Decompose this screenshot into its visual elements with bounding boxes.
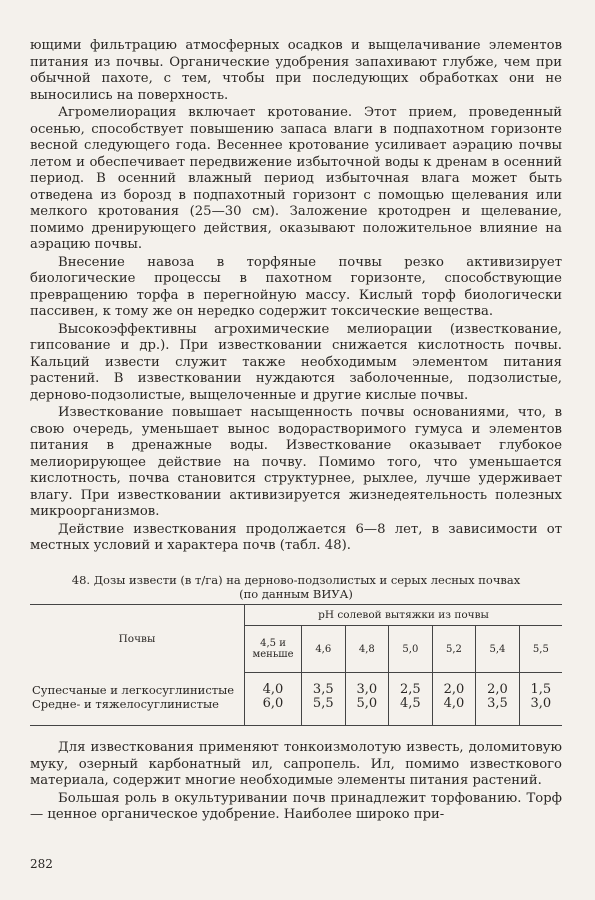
paragraph: Внесение навоза в торфяные почвы резко активизирует биологические процессы в пахотном горизонте, способствующие превращению торфа в перегнойную массу. Кислый торф биологически пассивен, к тому же он нередко содержит токсические вещества.: [30, 254, 562, 319]
ph-group-header: pH солевой вытяжки из почвы: [245, 605, 563, 626]
dose-value: 3,0: [519, 697, 562, 711]
dose-value: 6,0: [245, 697, 302, 711]
dose-value: 2,0: [432, 683, 476, 697]
ph-column-header: 5,0: [389, 626, 433, 673]
ph-column-header: 4,5 и меньше: [245, 626, 302, 673]
table-row: [30, 697, 562, 711]
ph-column-header: 5,5: [519, 626, 562, 673]
soil-name: Средне- и тяжелосуглинистые: [32, 697, 219, 711]
dose-value: 4,0: [245, 683, 302, 697]
body-text-top: [30, 38, 562, 556]
paragraph: Известкование повышает насыщенность почвы основаниями, что, в свою очередь, уменьшает вынос водорастворимого гумуса и элементов питания в дренажные воды. Известкование оказывает глубокое мелиорирующее действие на почву. Помимо того, что уменьшается кислотность, почва становится структурнее, рыхлее, лучше удерживает влагу. При известковании активизируется жизнедеятельность полезных микроорганизмов.: [30, 405, 562, 519]
paragraph: Для известкования применяют тонкоизмолотую известь, доломитовую муку, озерный карбонатный ил, сапропель. Ил, помимо известкового материала, содержит многие необходимые элементы питания растений.: [30, 740, 562, 788]
lime-dose-table: [30, 604, 562, 726]
dose-value: 2,5: [389, 683, 433, 697]
table-source: (по данным ВИУА): [239, 587, 353, 601]
paragraph: Агромелиорация включает кротование. Этот прием, проведенный осенью, способствует повышению запаса влаги в подпахотном горизонте весной следующего года. Весеннее кротование усиливает аэрацию почвы летом и обеспечивает передвижение избыточной воды к дренам в осенний период. В осенний влажный период избыточная влага может быть отведена из борозд в подпахотный горизонт с помощью щелевания или мелкого кротования (25—30 см). Заложение кротодрен и щелевание, помимо дренирующего действия, оказывают положительное влияние на аэрацию почвы.: [30, 105, 562, 252]
ph-column-header: 4,6: [302, 626, 346, 673]
dose-value: 5,5: [302, 697, 346, 711]
soil-column-header: Почвы: [118, 632, 156, 645]
table-caption: [30, 573, 562, 601]
table-title: 48. Дозы извести (в т/га) на дерново-подзолистых и серых лесных почвах: [71, 573, 521, 587]
paragraph: ющими фильтрацию атмосферных осадков и выщелачивание элементов питания из почвы. Органические удобрения запахивают глубже, чем при обычной пахоте, с тем, чтобы при последующих обработках они не выносились на поверхность.: [30, 38, 562, 103]
paragraph: Действие известкования продолжается 6—8 лет, в зависимости от местных условий и характера почв (табл. 48).: [30, 521, 562, 553]
dose-value: 3,5: [476, 697, 520, 711]
dose-value: 5,0: [345, 697, 389, 711]
ph-column-header: 5,4: [476, 626, 520, 673]
dose-value: 2,0: [476, 683, 520, 697]
page-number: 282: [30, 857, 53, 871]
table-row: [30, 683, 562, 697]
ph-column-header: 5,2: [432, 626, 476, 673]
paragraph: Большая роль в окультуривании почв принадлежит торфованию. Торф — ценное органическое удобрение. Наиболее широко при-: [30, 790, 562, 822]
dose-value: 3,5: [302, 683, 346, 697]
paragraph: Высокоэффективны агрохимические мелиорации (известкование, гипсование и др.). При известковании снижается кислотность почвы. Кальций извести служит также необходимым элементом питания растений. В известковании нуждаются заболоченные, подзолистые, дерново-подзолистые, выщелоченные и другие кислые почвы.: [30, 321, 562, 403]
dose-value: 4,5: [389, 697, 433, 711]
ph-column-header: 4,8: [345, 626, 389, 673]
dose-value: 1,5: [519, 683, 562, 697]
dose-value: 3,0: [345, 683, 389, 697]
dose-value: 4,0: [432, 697, 476, 711]
body-text-bottom: [30, 740, 562, 825]
soil-name: Супесчаные и легкосуглинистые: [32, 683, 235, 697]
